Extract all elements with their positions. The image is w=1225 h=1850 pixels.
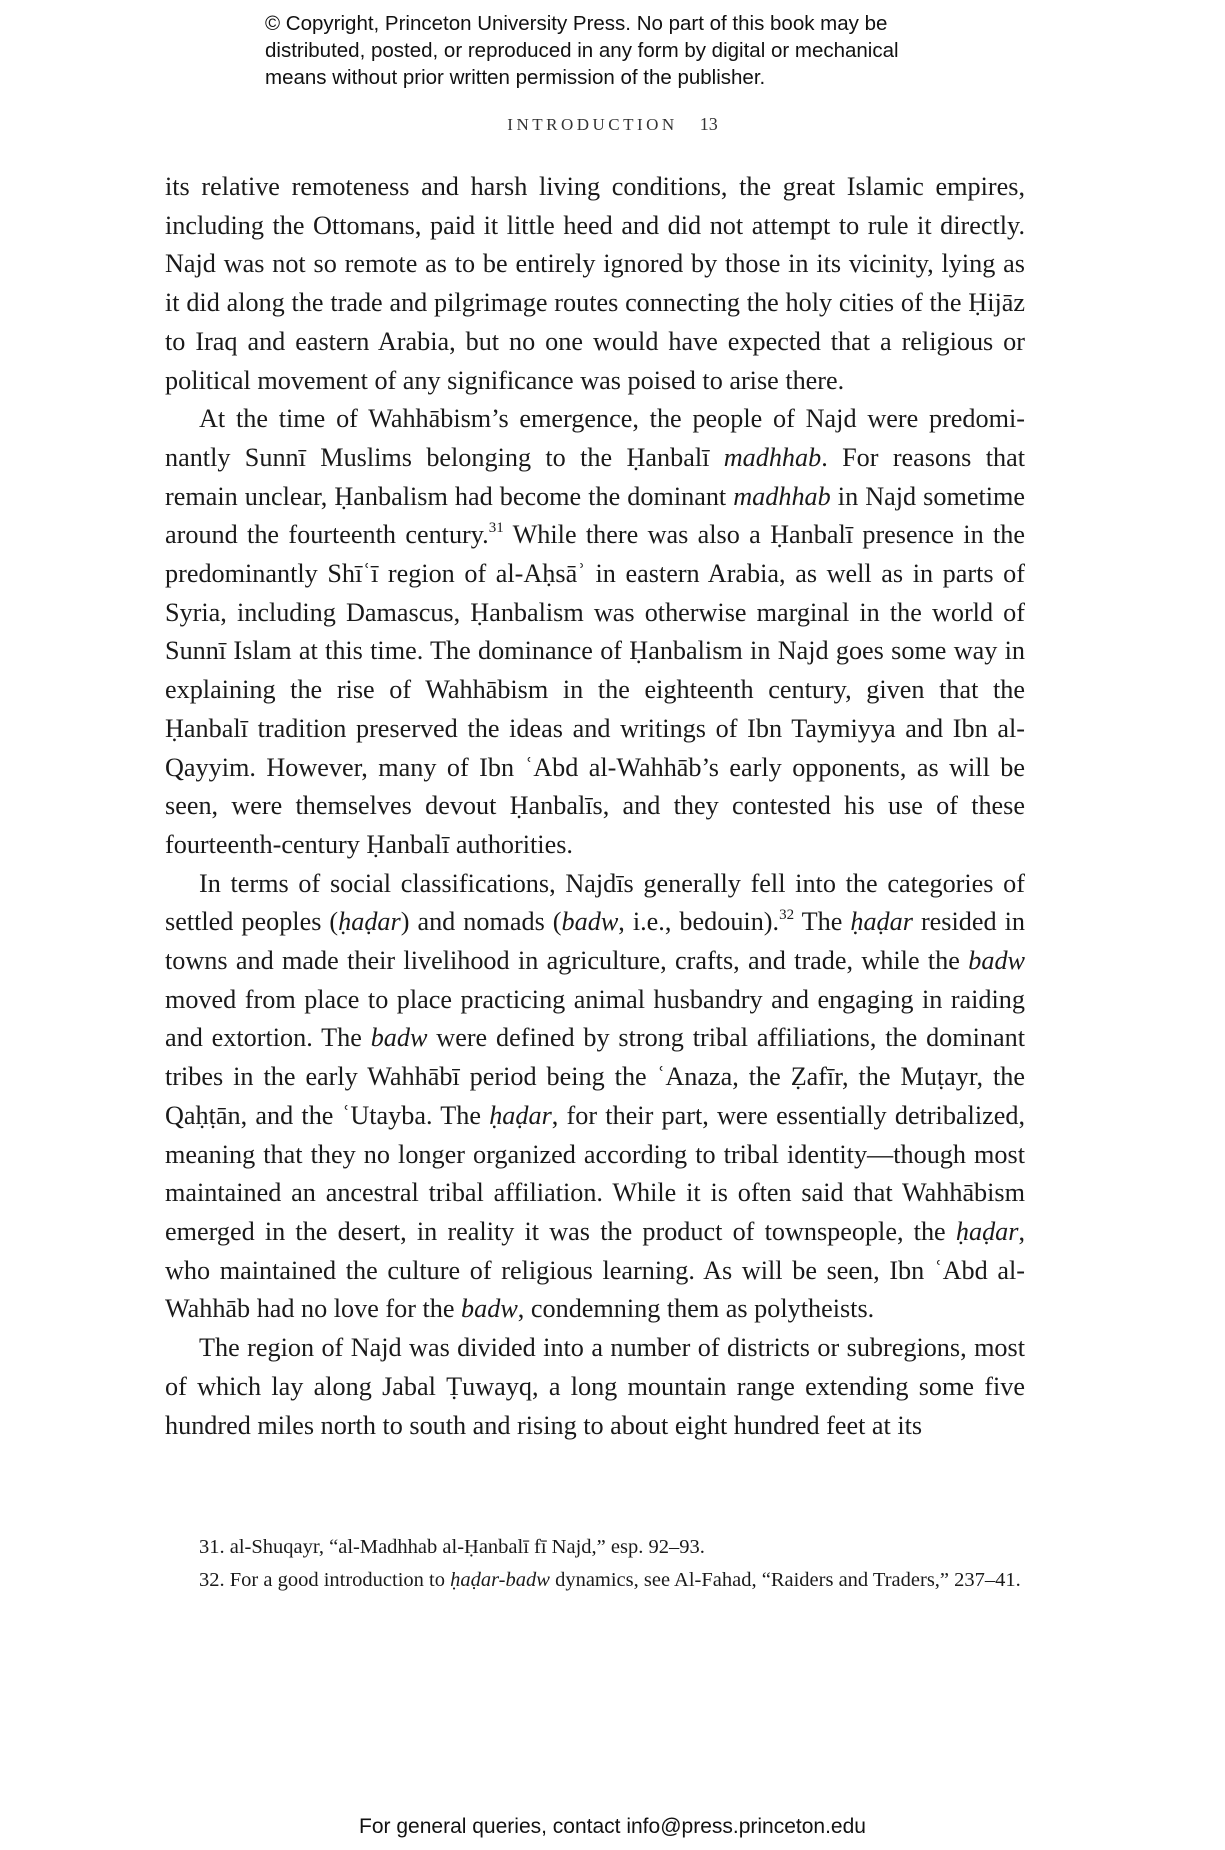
- italic-term: badw: [461, 1294, 518, 1324]
- copyright-line: means without prior written permission of the publisher.: [265, 66, 766, 89]
- italic-term: ḥaḍar: [338, 907, 401, 937]
- text-run: , who maintained the culture of religious learning. As will be seen, Ibn ʿAbd al-Wahhāb had no love for the: [165, 1216, 1025, 1324]
- text-run: The: [794, 907, 851, 937]
- paragraph-4: The region of Najd was divided into a number of districts or subregions, most of which lay along Jabal Ṭuwayq, a long mountain range extending some five hundred miles north to south and rising to about eight hundred feet at its: [165, 1333, 1025, 1440]
- text-run: 32. For a good introduction to: [199, 1569, 451, 1591]
- italic-term: badw: [370, 1023, 428, 1053]
- footnote-31: 31. al-Shuqayr, “al-Madhhab al-Ḥanbalī fī Najd,” esp. 92–93.: [199, 1536, 705, 1558]
- text-run: dynamics, see Al-Fahad, “Raiders and Traders,” 237–41.: [549, 1569, 1021, 1591]
- italic-term: ḥaḍar: [955, 1216, 1019, 1246]
- text-run: moved from place to place practicing animal husbandry and engaging in raiding and extortion. The: [165, 984, 1025, 1053]
- paragraph-1: its relative remoteness and harsh living conditions, the great Islamic empires, including the Ottomans, paid it little heed and did not attempt to rule it directly. Najd was not so remote as to be entirely ignored by those in its vicinity, lying as it did along the trade and pilgrimage routes connecting the holy cities of the Ḥijāz to Iraq and eastern Arabia, but no one would have expected that a religious or political movement of any significance was poised to arise there.: [165, 172, 1025, 395]
- italic-term: ḥaḍar: [850, 907, 913, 937]
- running-title: INTRODUCTION: [507, 115, 678, 134]
- italic-term: badw: [968, 946, 1025, 976]
- italic-term: madhhab: [723, 442, 822, 472]
- copyright-line: distributed, posted, or reproduced in any form by digital or mechanical: [265, 39, 899, 62]
- text-run: ) and nomads (: [400, 907, 562, 937]
- italic-term: ḥaḍar: [489, 1100, 552, 1130]
- text-run: , i.e., bedouin).: [618, 907, 780, 937]
- italic-term: madhhab: [733, 481, 831, 511]
- text-run: resided in towns and made their livelihood in agriculture, crafts, and trade, while the: [165, 907, 1025, 976]
- footnote-ref-31[interactable]: 31: [488, 520, 504, 537]
- page-number: 13: [699, 114, 718, 134]
- text-run: . For reasons that remain unclear, Ḥanbalism had become the dominant: [165, 442, 1025, 511]
- italic-term: ḥaḍar-badw: [450, 1569, 550, 1591]
- footnote-ref-32[interactable]: 32: [779, 907, 795, 924]
- footnote-32: [165, 1564, 1025, 1597]
- paragraph-2: [165, 400, 1025, 864]
- text-run: , condemning them as polytheists.: [517, 1294, 875, 1324]
- text-run: At the time of Wahhābism’s emergence, the people of Najd were predominantly Sunnī Muslims belonging to the Ḥanbalī: [165, 404, 1025, 472]
- text-run: In terms of social classifications, Najdīs generally fell into the categories of settled peoples (: [165, 868, 1025, 937]
- running-head: [0, 114, 1225, 135]
- text-run: , for their part, were essentially detribalized, meaning that they no longer organized according to tribal identity—though most maintained an ancestral tribal affiliation. While it is often said that Wahhābism emerged in the desert, in reality it was the product of townspeople, the: [165, 1100, 1025, 1246]
- footnotes: [165, 1531, 1025, 1597]
- italic-term: badw: [561, 907, 619, 937]
- text-run: in Najd sometime around the fourteenth century.: [165, 481, 1025, 550]
- contact-footer: For general queries, contact info@press.princeton.edu: [359, 1815, 866, 1838]
- body-text: [165, 168, 1025, 1445]
- text-run: were defined by strong tribal affiliations, the dominant tribes in the early Wahhābī period being the ʿAnaza, the Ẓafīr, the Muṭayr, the Qaḥṭān, and the ʿUtayba. The: [165, 1023, 1025, 1130]
- copyright-notice: [265, 10, 1025, 91]
- text-run: While there was also a Ḥanbalī presence in the predominantly Shīʿī region of al-Aḥsāʾ in eastern Arabia, as well as in parts of Syria, including Damascus, Ḥanbalism was otherwise marginal in the world of Sunnī Islam at this time. The dominance of Ḥanbalism in Najd goes some way in explaining the rise of Wahhābism in the eighteenth century, given that the Ḥanbalī tradition preserved the ideas and writings of Ibn Taymiyya and Ibn al-Qayyim. However, many of Ibn ʿAbd al-Wahhāb’s early opponents, as will be seen, were themselves devout Ḥanbalīs, and they contested his use of these fourteenth-century Ḥanbalī authorities.: [165, 520, 1025, 859]
- paragraph-3: [165, 865, 1025, 1329]
- copyright-line: © Copyright, Princeton University Press. No part of this book may be: [265, 12, 888, 35]
